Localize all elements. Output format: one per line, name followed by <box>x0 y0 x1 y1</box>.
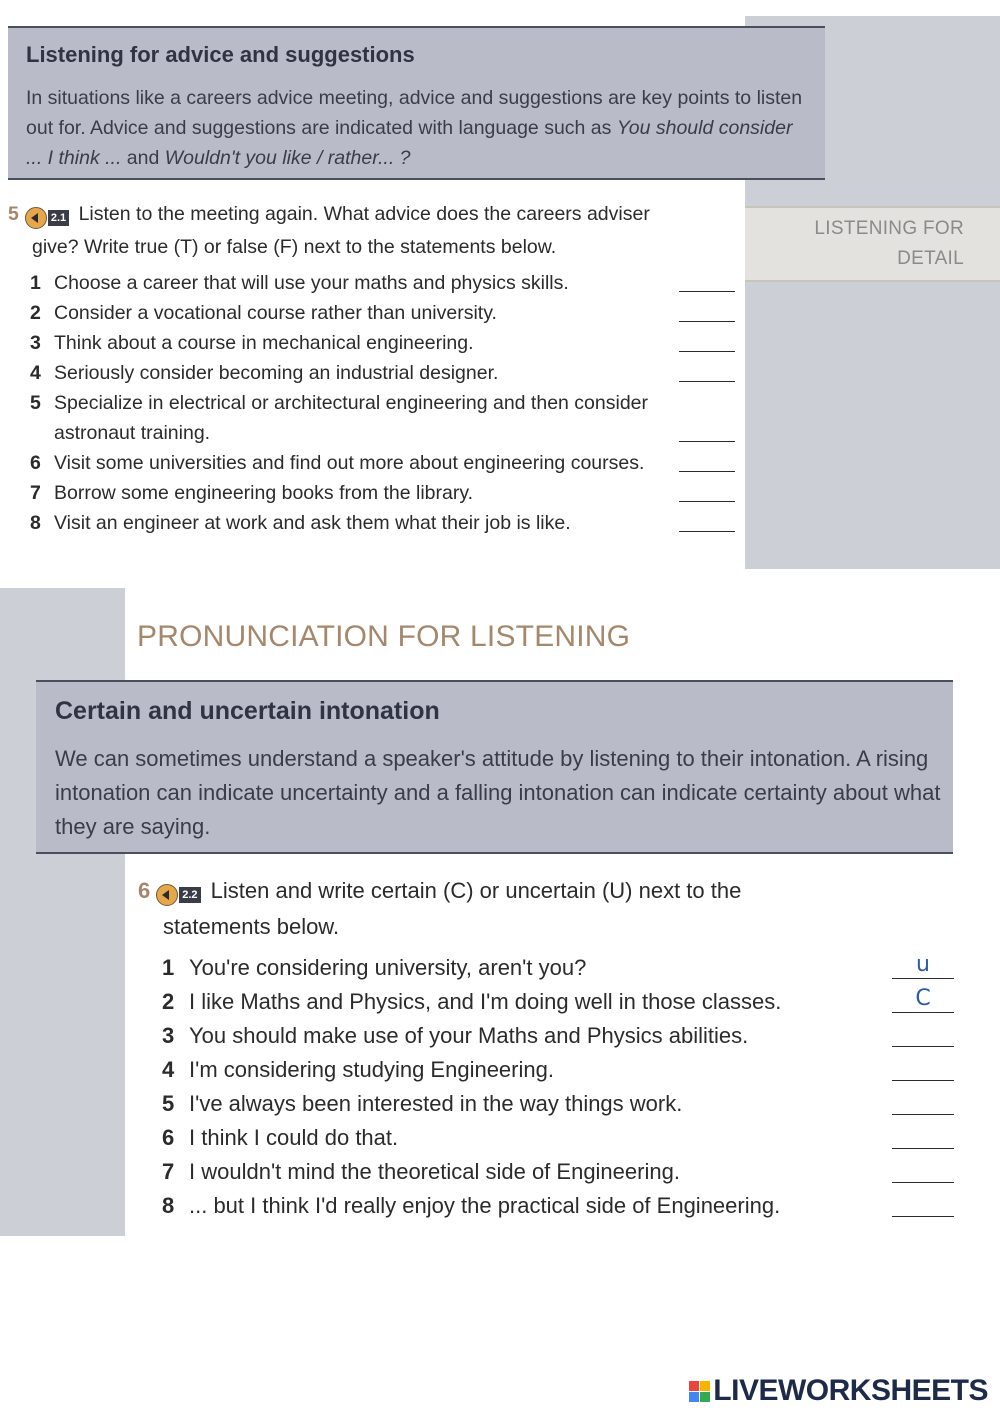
answer-field[interactable] <box>892 1046 954 1047</box>
logo-text: LIVEWORKSHEETS <box>713 1374 988 1407</box>
list-item: 6 I think I could do that. <box>162 1121 954 1155</box>
sidebar-tip: LISTENING FOR DETAIL <box>814 218 964 269</box>
answer-blank[interactable] <box>679 291 735 292</box>
logo-mark-icon <box>689 1381 710 1402</box>
list-item: 2 Consider a vocational course rather than university. <box>30 298 735 328</box>
track-number: 2.2 <box>179 887 200 903</box>
audio-play-button[interactable] <box>156 877 200 910</box>
list-item: 2 I like Maths and Physics, and I'm doing well in those classes. C <box>162 985 954 1019</box>
exercise-number: 5 <box>8 203 19 225</box>
speaker-icon <box>25 207 47 229</box>
list-item: 3 Think about a course in mechanical engineering. <box>30 328 735 358</box>
answer-blank[interactable] <box>679 501 735 502</box>
info-box-title: Listening for advice and suggestions <box>26 42 415 67</box>
list-item: 8 Visit an engineer at work and ask them what their job is like. <box>30 508 735 538</box>
answer-blank[interactable] <box>679 531 735 532</box>
exercise-6-list <box>162 951 954 1223</box>
track-number: 2.1 <box>48 210 69 226</box>
answer-field[interactable]: C <box>892 986 954 1013</box>
speaker-icon <box>156 884 178 906</box>
list-item: 6 Visit some universities and find out more about engineering courses. <box>30 448 735 478</box>
answer-blank[interactable] <box>679 441 735 442</box>
list-item: 4 I'm considering studying Engineering. <box>162 1053 954 1087</box>
list-item: 5 Specialize in electrical or architectural engineering and then consider astronaut training. <box>30 388 735 448</box>
list-item: 7 I wouldn't mind the theoretical side of Engineering. <box>162 1155 954 1189</box>
list-item: 4 Seriously consider becoming an industrial designer. <box>30 358 735 388</box>
answer-field[interactable] <box>892 1182 954 1183</box>
answer-blank[interactable] <box>679 321 735 322</box>
answer-field[interactable] <box>892 1216 954 1217</box>
answer-field[interactable] <box>892 1114 954 1115</box>
info-box-body: We can sometimes understand a speaker's attitude by listening to their intonation. A rising intonation can indicate uncertainty and a falling intonation can indicate certainty about what they are saying. <box>55 746 941 839</box>
exercise-number: 6 <box>138 878 151 903</box>
answer-blank[interactable] <box>679 351 735 352</box>
list-item: 7 Borrow some engineering books from the library. <box>30 478 735 508</box>
list-item: 5 I've always been interested in the way things work. <box>162 1087 954 1121</box>
logo-square <box>689 1381 699 1391</box>
answer-blank[interactable] <box>679 381 735 382</box>
info-box-body: In situations like a careers advice meeting, advice and suggestions are key points to listen out for. Advice and suggestions are indicated with language such as You should consider ... I think ... and Wouldn't you like / rather... ? <box>26 87 803 169</box>
liveworksheets-logo <box>689 1374 988 1408</box>
exercise-6-instructions: 6 2.2 Listen and write certain (C) or uncertain (U) next to the statements below. <box>138 878 742 939</box>
exercise-5-list <box>30 268 735 538</box>
exercise-5-instructions: 5 2.1 Listen to the meeting again. What advice does the careers adviser give? Write true (T) or false (F) next to the statements below. <box>8 203 650 258</box>
list-item: 8 ... but I think I'd really enjoy the practical side of Engineering. <box>162 1189 954 1223</box>
logo-square <box>689 1392 699 1402</box>
section-heading: PRONUNCIATION FOR LISTENING <box>137 620 631 653</box>
list-item: 3 You should make use of your Maths and Physics abilities. <box>162 1019 954 1053</box>
answer-field[interactable]: u <box>892 952 954 979</box>
list-item: 1 You're considering university, aren't you? u <box>162 951 954 985</box>
list-item: 1 Choose a career that will use your maths and physics skills. <box>30 268 735 298</box>
answer-field[interactable] <box>892 1148 954 1149</box>
logo-square <box>700 1381 710 1391</box>
logo-square <box>700 1392 710 1402</box>
audio-play-button[interactable] <box>25 202 69 232</box>
answer-blank[interactable] <box>679 471 735 472</box>
info-box-title: Certain and uncertain intonation <box>55 697 440 725</box>
answer-field[interactable] <box>892 1080 954 1081</box>
